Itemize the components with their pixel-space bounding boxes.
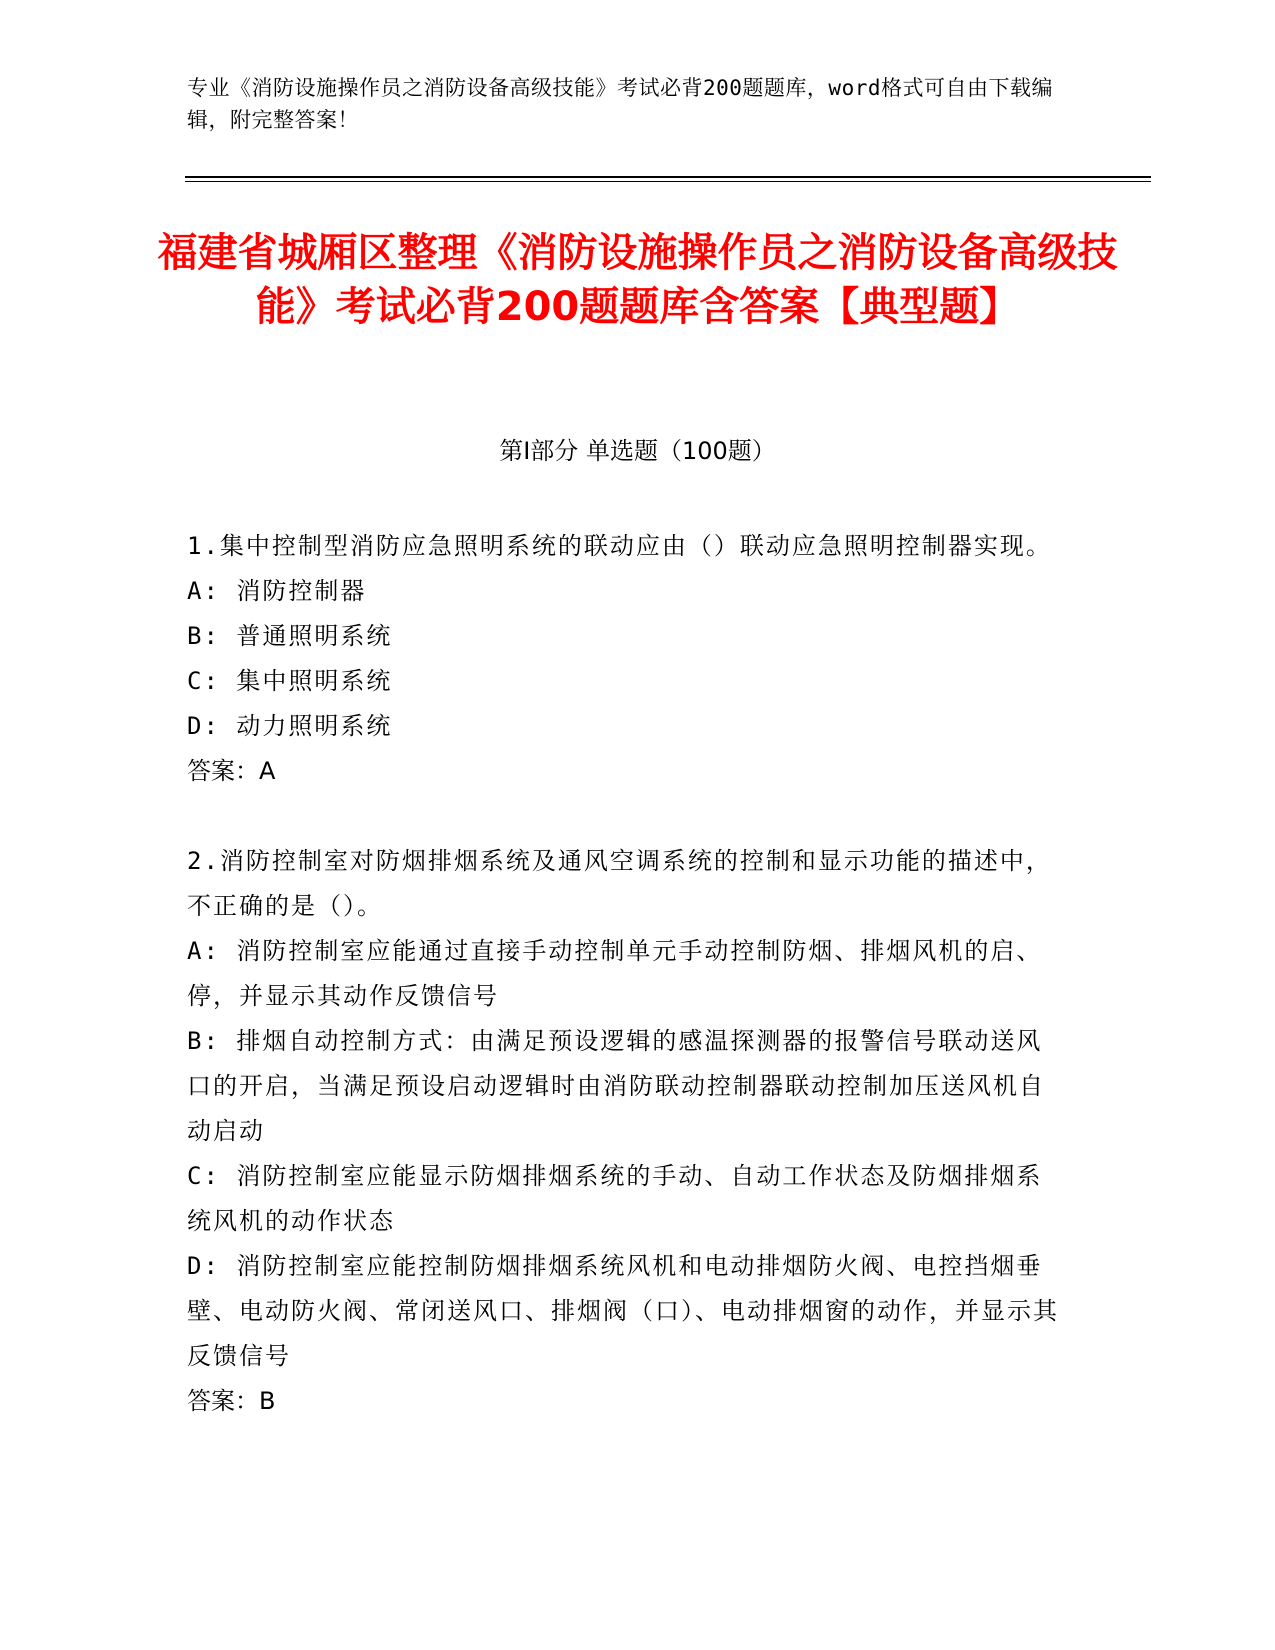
question-item — [187, 839, 1067, 1424]
section-heading: 第Ⅰ部分 单选题（100题） — [499, 437, 776, 465]
header-note: 专业《消防设施操作员之消防设备高级技能》考试必背200题题库，word格式可自由下载编辑，附完整答案！ — [187, 76, 1053, 132]
option-d: D: 消防控制室应能控制防烟排烟系统风机和电动排烟防火阀、电控挡烟垂壁、电动防火阀、常闭送风口、排烟阀（口）、电动排烟窗的动作，并显示其反馈信号 — [187, 1252, 1059, 1370]
answer-line: 答案：B — [187, 1387, 276, 1415]
question-item — [187, 524, 1067, 794]
header-divider-thin — [185, 181, 1151, 182]
document-title: 福建省城厢区整理《消防设施操作员之消防设备高级技能》考试必背200题题库含答案【典型题】 — [157, 230, 1118, 330]
option-d: D: 动力照明系统 — [187, 712, 393, 740]
header-divider-thick — [185, 176, 1151, 178]
option-c: C: 消防控制室应能显示防烟排烟系统的手动、自动工作状态及防烟排烟系统风机的动作状态 — [187, 1162, 1043, 1235]
option-b: B: 排烟自动控制方式：由满足预设逻辑的感温探测器的报警信号联动送风口的开启，当满足预设启动逻辑时由消防联动控制器联动控制加压送风机自动启动 — [187, 1027, 1045, 1145]
answer-line: 答案：A — [187, 757, 276, 785]
option-b: B: 普通照明系统 — [187, 622, 393, 650]
question-stem: 1.集中控制型消防应急照明系统的联动应由（）联动应急照明控制器实现。 — [187, 532, 1052, 560]
option-c: C: 集中照明系统 — [187, 667, 393, 695]
question-list — [187, 524, 1067, 1424]
question-stem: 2.消防控制室对防烟排烟系统及通风空调系统的控制和显示功能的描述中，不正确的是（）。 — [187, 847, 1052, 920]
option-a: A: 消防控制室应能通过直接手动控制单元手动控制防烟、排烟风机的启、停，并显示其动作反馈信号 — [187, 937, 1043, 1010]
option-a: A: 消防控制器 — [187, 577, 367, 605]
